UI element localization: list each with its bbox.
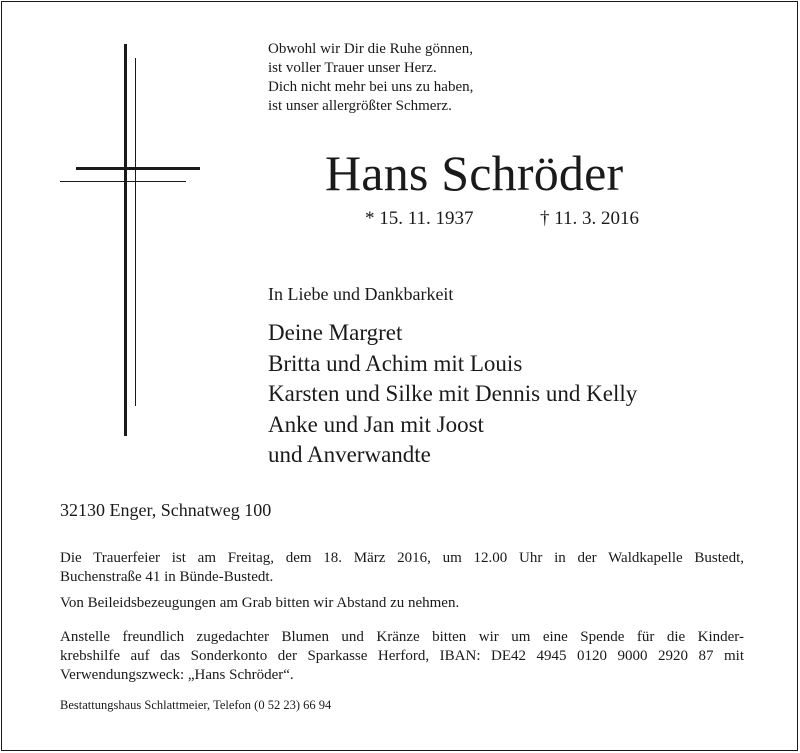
address: 32130 Enger, Schnatweg 100: [60, 500, 272, 520]
family-member: Anke und Jan mit Joost: [268, 411, 484, 437]
poem-line: ist voller Trauer unser Herz.: [268, 60, 437, 76]
family-member: Britta und Achim mit Louis: [268, 350, 523, 376]
donation-line: krebshilfe auf das Sonderkonto der Sparkasse Herford, IBAN: DE42 4945 0120 9000 2920 87 mit: [60, 648, 744, 664]
gratitude-line: In Liebe und Dankbarkeit: [268, 284, 454, 304]
poem: [268, 40, 473, 116]
donation-info: [60, 628, 744, 685]
funeral-home: Bestattungshaus Schlattmeier, Telefon (0 52 23) 66 94: [60, 698, 332, 712]
condolences-line: Von Beileidsbezeugungen am Grab bitten wir Abstand zu nehmen.: [60, 595, 460, 611]
family-list: [268, 318, 637, 471]
death-date: † 11. 3. 2016: [540, 208, 640, 229]
family-member: Deine Margret: [268, 320, 403, 345]
condolences-note: [60, 594, 744, 613]
family-member: und Anverwandte: [268, 442, 431, 467]
deceased-name: Hans Schröder: [325, 145, 624, 201]
poem-line: ist unser allergrößter Schmerz.: [268, 98, 452, 114]
funeral-info: [60, 549, 744, 587]
birth-date: * 15. 11. 1937: [365, 208, 474, 229]
poem-line: Dich nicht mehr bei uns zu haben,: [268, 79, 474, 95]
funeral-line: Die Trauerfeier ist am Freitag, dem 18. März 2016, um 12.00 Uhr in der Waldkapelle Bustedt,: [60, 550, 744, 566]
donation-line: Verwendungszweck: „Hans Schröder“.: [60, 667, 294, 683]
donation-line: Anstelle freundlich zugedachter Blumen und Kränze bitten wir um eine Spende für die Kinder-: [60, 629, 744, 645]
funeral-line: Buchenstraße 41 in Bünde-Bustedt.: [60, 569, 274, 585]
poem-line: Obwohl wir Dir die Ruhe gönnen,: [268, 41, 473, 57]
family-member: Karsten und Silke mit Dennis und Kelly: [268, 381, 638, 406]
